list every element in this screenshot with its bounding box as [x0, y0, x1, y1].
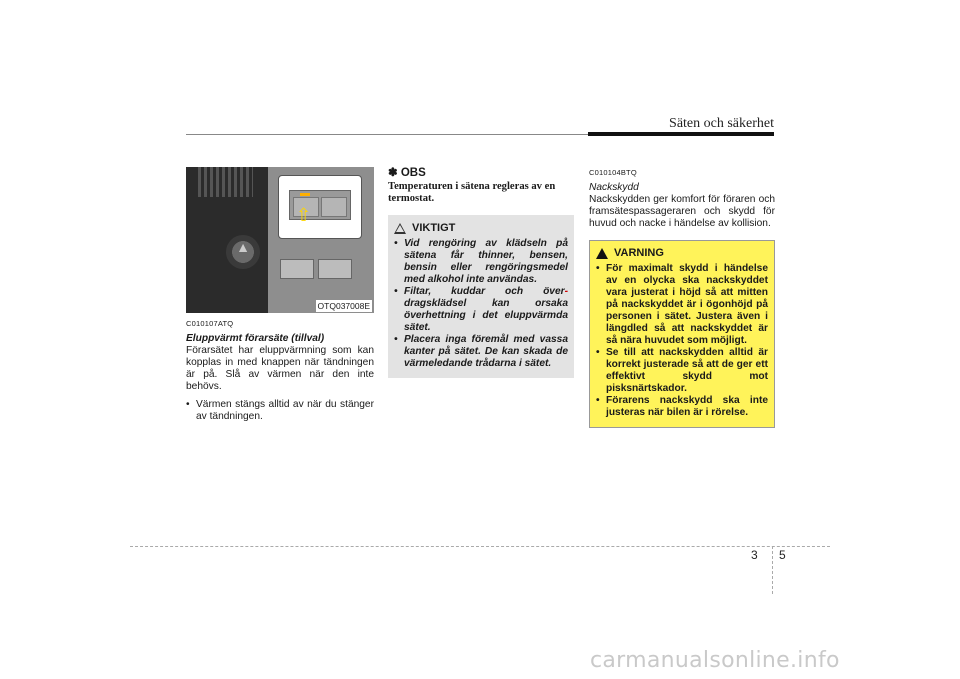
important-box	[388, 215, 574, 378]
caution-triangle-icon	[394, 223, 406, 234]
obs-text: Temperaturen i sätena regleras av en termostat.	[388, 181, 556, 204]
hyphen-mark: -	[564, 286, 568, 297]
column-heated-seat	[186, 167, 374, 423]
important-title: VIKTIGT	[412, 222, 456, 234]
header-title: Säten och säkerhet	[669, 116, 774, 131]
warning-triangle-icon	[596, 248, 608, 259]
footer-rule	[130, 546, 830, 547]
watermark: carmanualsonline.info	[590, 648, 840, 673]
section-body: Nackskydden ger komfort för föraren och framsätespassageraren och skydd för huvud och nacke i händelse av kollision.	[589, 194, 775, 229]
column-notes	[388, 167, 574, 378]
column-headrest	[589, 167, 775, 428]
seat-heater-button	[280, 259, 314, 279]
list-item	[394, 286, 568, 334]
section-body: Förarsätet har eluppvärmning som kan kopplas in med knappen när tändningen är på. Slå av värmen när den inte behövs.	[186, 345, 374, 392]
photo-code: OTQ037008E	[317, 301, 370, 311]
list-item: • Förarens nackskydd ska inte justeras när bilen är i rörelse.	[596, 395, 768, 419]
list-item: • För maximalt skydd i händelse av en olycka ska nackskyddet vara justerat i höjd så att mitten på nackskyddet är i ögonhöjd på personen i sätet. Justera även i längdled så att nackskyddet är så nära huvudet som möjligt.	[596, 263, 768, 347]
list-item-text: Filtar, kuddar och över-dragsklädsel kan orsaka överhettning i det eluppvärmda sätet.	[404, 286, 568, 333]
warning-box	[589, 240, 775, 428]
important-list	[394, 238, 568, 370]
seat-heater-photo	[186, 167, 374, 313]
list-item: • Värmen stängs alltid av när du stänger av tändningen.	[186, 399, 374, 423]
footer-divider	[772, 546, 773, 594]
indicator-lamp	[300, 193, 310, 196]
chapter-number: 3	[751, 548, 758, 562]
switch-callout	[278, 175, 362, 239]
warning-title: VARNING	[614, 247, 664, 259]
list-item: • Placera inga föremål med vassa kanter på sätet. De kan skada de värmeledande trådarna i sätet.	[394, 334, 568, 370]
list-item: • Vid rengöring av klädseln på sätena får thinner, bensen, bensin eller rengöringsmedel med alkohol inte användas.	[394, 238, 568, 286]
page-number: 5	[779, 548, 786, 562]
warning-list	[596, 263, 768, 419]
air-vent	[198, 167, 253, 197]
header-rule-accent	[588, 132, 774, 136]
section-heading: Eluppvärmt förarsäte (tillval)	[186, 333, 325, 344]
list-item: • Se till att nackskydden alltid är korrekt justerade så att de ger ett effektivt skydd mot pisksnärtskador.	[596, 347, 768, 395]
section-heading: Nackskydd	[589, 182, 639, 193]
section-code: C010107ATQ	[186, 319, 234, 328]
obs-title: ✽ OBS	[388, 167, 426, 179]
bullet-list	[186, 399, 374, 423]
section-code: C010104BTQ	[589, 168, 637, 177]
switch-right	[321, 197, 347, 217]
arrow-up-icon: ⇧	[296, 205, 312, 225]
hazard-button-icon: ▲	[226, 235, 260, 269]
panel-button	[318, 259, 352, 279]
